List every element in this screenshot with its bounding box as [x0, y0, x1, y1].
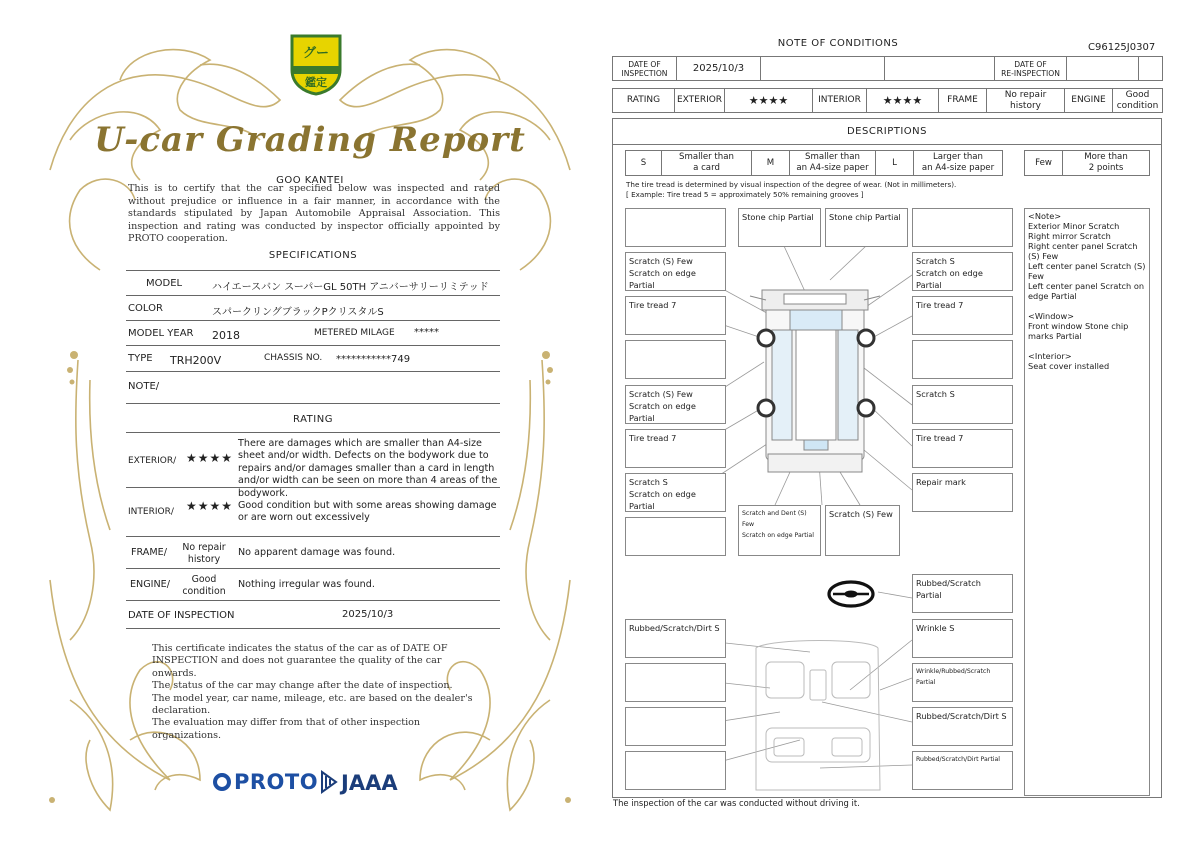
frame-description: No apparent damage was found. — [238, 547, 396, 558]
exterior-label: EXTERIOR — [675, 89, 725, 112]
metered-milage-value: ***** — [414, 327, 439, 338]
window-heading: <Window> — [1028, 311, 1075, 321]
damage-box-interior: Rubbed/Scratch/Dirt Partial — [912, 751, 1013, 790]
engine-value-line-1: Good — [191, 574, 217, 585]
chassis-label: CHASSIS NO. — [264, 353, 323, 363]
date-of-inspection-label: DATE OF INSPECTION — [613, 57, 677, 80]
frame-value: No repair history — [987, 89, 1065, 112]
specifications-heading: SPECIFICATIONS — [268, 250, 358, 261]
model-year-label: MODEL YEAR — [128, 328, 194, 339]
certificate-footer — [152, 643, 482, 742]
frame-value-line-2: history — [187, 554, 221, 565]
spec-row-model-year — [126, 321, 500, 346]
footer-line: The model year, car name, mileage, etc. are based on the dealer's declaration. — [152, 692, 473, 717]
spec-row-model — [126, 270, 500, 296]
certificate-intro: This is to certify that the car specified below was inspected and rated without prejudice or influence in a fair manner, in accordance with the standards stipulated by Japan Automobile Appraisal Association. This inspection and rating was conducted by inspector officially appointed by PROTO cooperation. — [128, 183, 500, 245]
rating-table — [612, 88, 1163, 113]
legend-s: S — [626, 151, 662, 175]
type-value: TRH200V — [170, 354, 222, 367]
engine-value-line-2: condition — [182, 586, 226, 597]
damage-box — [912, 208, 1013, 247]
exterior-description: There are damages which are smaller than A4-size sheet and/or width. Defects on the bodywork due to repairs and/or damages smaller than a card in length and/or width can be seen on more than 4 areas of the bodywork. — [238, 438, 498, 499]
empty-cell — [885, 57, 995, 80]
certificate-subtitle: GOO KANTEI — [276, 175, 344, 186]
goo-kantei-badge — [288, 30, 344, 96]
chassis-value: ***********749 — [336, 354, 411, 365]
jaaa-mark-icon — [320, 770, 338, 794]
damage-box-rear-right: Scratch (S) Few — [825, 505, 900, 556]
damage-box — [625, 707, 726, 746]
note-label: NOTE/ — [128, 381, 160, 392]
footer-line: The status of the car may change after the date of inspection. — [152, 680, 453, 692]
spec-row-note — [126, 372, 500, 404]
date-of-inspection-value: 2025/10/3 — [342, 609, 394, 620]
interior-stars: ★★★★ — [867, 89, 939, 112]
metered-milage-label: METERED MILAGE — [314, 328, 395, 338]
exterior-stars: ★★★★ — [725, 89, 813, 112]
type-label: TYPE — [128, 353, 153, 364]
model-label: MODEL — [146, 278, 183, 289]
footer-line: This certificate indicates the status of the car as of DATE OF INSPECTION and does not guarantee the quality of the car onwards. — [152, 643, 448, 679]
tire-tread-box: Tire tread 7 — [912, 429, 1013, 468]
color-label: COLOR — [128, 303, 163, 314]
model-value: ハイエースバン スーパーGL 50TH アニバーサリーリミテッド — [212, 282, 489, 293]
certificate-title: U-car Grading Report — [94, 120, 526, 160]
legend-m: M — [752, 151, 790, 175]
engine-label: ENGINE/ — [130, 579, 170, 590]
rating-heading: RATING — [293, 414, 333, 425]
damage-box-steering: Rubbed/Scratch Partial — [912, 574, 1013, 613]
rating-row-interior — [126, 488, 500, 537]
descriptions-title: DESCRIPTIONS — [612, 118, 1162, 145]
interior-label: INTERIOR — [813, 89, 867, 112]
reinspection-label: DATE OF RE-INSPECTION — [995, 57, 1067, 80]
damage-box-right-front: Scratch S Scratch on edge Partial — [912, 252, 1013, 291]
interior-heading: <Interior> — [1028, 351, 1072, 361]
sheet-code: C96125J0307 — [1088, 42, 1156, 53]
tire-tread-box: Tire tread 7 — [625, 296, 726, 335]
proto-mark-icon — [213, 773, 231, 791]
damage-box — [625, 517, 726, 556]
frame-label: FRAME — [939, 89, 987, 112]
damage-box-right-center: Scratch S — [912, 385, 1013, 424]
legend-l-desc: Larger than an A4-size paper — [921, 152, 995, 173]
damage-box-interior: Wrinkle S — [912, 619, 1013, 658]
interior-description: Good condition but with some areas showing damage or are worn out excessively — [238, 500, 497, 524]
color-value: スパークリングブラックPクリスタルS — [212, 307, 384, 318]
inspection-date-table — [612, 56, 1163, 81]
tire-tread-box: Tire tread 7 — [912, 296, 1013, 335]
note-list: Exterior Minor Scratch Right mirror Scratch Right center panel Scratch (S) Few Left center panel Scratch (S) Few Left center panel Scratch on edge Partial — [1028, 221, 1146, 301]
interior-list: Seat cover installed — [1028, 361, 1110, 371]
damage-box-stone-chip: Stone chip Partial — [825, 208, 908, 247]
damage-box-interior: Wrinkle/Rubbed/Scratch Partial — [912, 663, 1013, 702]
badge-text-top: グー — [302, 46, 329, 61]
legend-m-desc: Smaller than an A4-size paper — [790, 151, 876, 175]
note-heading: <Note> — [1028, 211, 1062, 221]
engine-description: Nothing irregular was found. — [238, 579, 375, 590]
damage-box — [625, 751, 726, 790]
legend-few: Few — [1025, 151, 1063, 175]
legend-s-desc: Smaller than a card — [662, 151, 752, 175]
empty-cell — [1139, 57, 1162, 80]
sheet-title: NOTE OF CONDITIONS — [777, 38, 899, 49]
jaaa-logo: JAAA — [320, 770, 398, 795]
damage-box — [912, 340, 1013, 379]
tire-tread-note: The tire tread is determined by visual inspection of the degree of wear. (Not in millimeters). [ Example: Tire tread 5 = approximately 50% remaining grooves ] — [626, 180, 957, 199]
engine-label: ENGINE — [1065, 89, 1113, 112]
damage-box-interior: Rubbed/Scratch/Dirt S — [912, 707, 1013, 746]
badge-text-bottom: 鑑定 — [305, 76, 327, 89]
spec-row-type — [126, 346, 500, 372]
window-list: Front window Stone chip marks Partial — [1028, 321, 1129, 341]
date-of-inspection-value: 2025/10/3 — [677, 57, 761, 80]
exterior-stars: ★★★★ — [186, 451, 234, 465]
damage-box — [625, 208, 726, 247]
damage-box-left-center: Scratch (S) Few Scratch on edge Partial — [625, 385, 726, 424]
rating-row-engine — [126, 569, 500, 601]
interior-label: INTERIOR/ — [128, 507, 174, 517]
spec-row-color — [126, 296, 500, 321]
engine-value: Good condition — [1116, 89, 1159, 111]
model-year-value: 2018 — [212, 329, 240, 342]
footer-line: The evaluation may differ from that of other inspection organizations. — [152, 717, 421, 741]
interior-stars: ★★★★ — [186, 499, 234, 513]
damage-box-rear-left: Scratch and Dent (S) Few Scratch on edge Partial — [738, 505, 821, 556]
empty-cell — [761, 57, 885, 80]
damage-box-left-rear: Scratch S Scratch on edge Partial — [625, 473, 726, 512]
sheet-footer: The inspection of the car was conducted without driving it. — [613, 798, 860, 808]
damage-box-dashboard: Rubbed/Scratch/Dirt S — [625, 619, 726, 658]
reinspection-value — [1067, 57, 1139, 80]
damage-box — [625, 663, 726, 702]
frame-value-line-1: No repair — [182, 542, 226, 553]
date-of-inspection-label: DATE OF INSPECTION — [128, 610, 235, 621]
frame-label: FRAME/ — [131, 547, 167, 558]
damage-size-legend — [625, 150, 1003, 176]
damage-box — [625, 340, 726, 379]
date-of-inspection-row — [126, 601, 500, 629]
rating-row-exterior — [126, 432, 500, 499]
legend-few-desc: More than 2 points — [1084, 152, 1128, 173]
rating-label: RATING — [613, 89, 675, 112]
damage-box-left-front: Scratch (S) Few Scratch on edge Partial — [625, 252, 726, 291]
few-legend — [1024, 150, 1150, 176]
rating-row-frame — [126, 537, 500, 569]
notes-panel — [1024, 208, 1150, 796]
exterior-label: EXTERIOR/ — [128, 456, 177, 466]
proto-logo: PROTO — [213, 770, 318, 794]
tire-tread-box: Tire tread 7 — [625, 429, 726, 468]
damage-box-repair-mark: Repair mark — [912, 473, 1013, 512]
damage-box-stone-chip: Stone chip Partial — [738, 208, 821, 247]
legend-l: L — [876, 151, 914, 175]
